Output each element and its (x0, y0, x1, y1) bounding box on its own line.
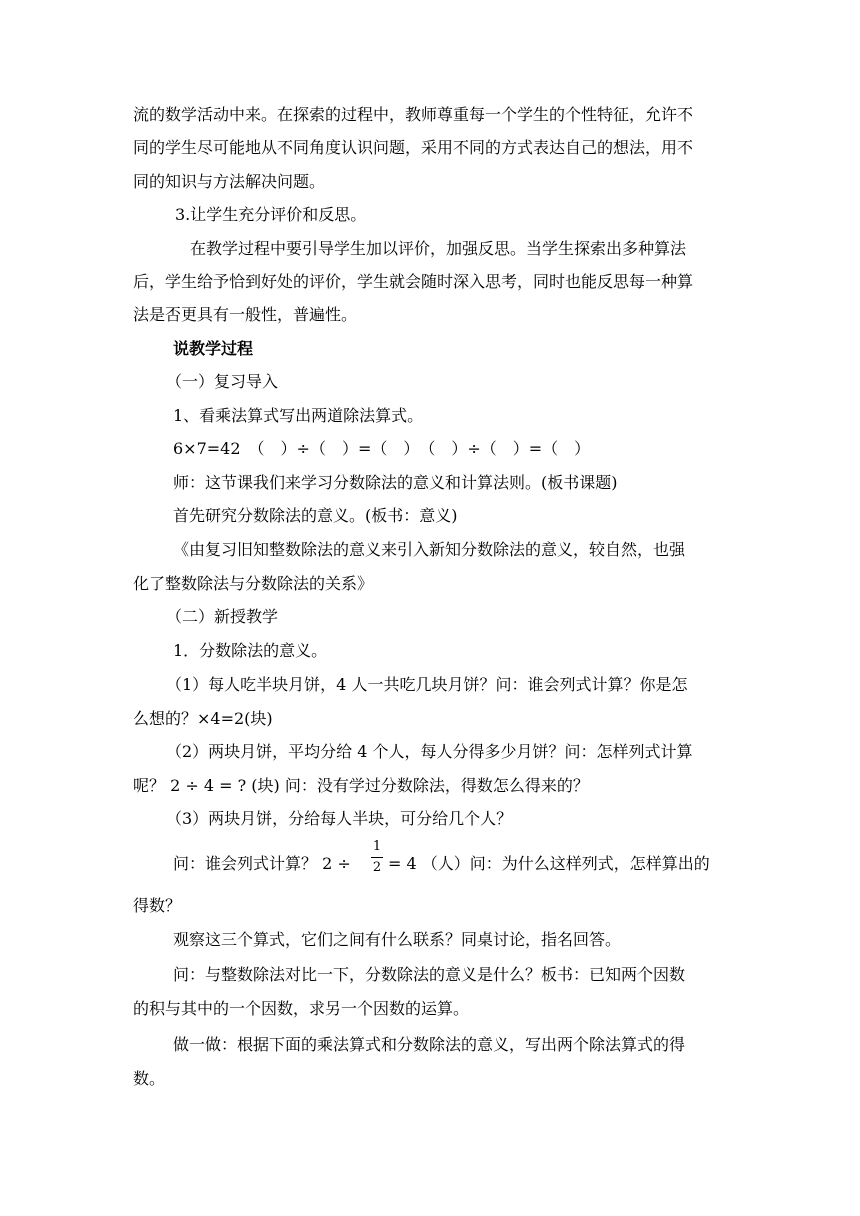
paragraph-line: 数。 (133, 1069, 166, 1088)
paragraph-line: = 4 （人）问：为什么这样列式，怎样算出的 (388, 854, 710, 873)
paragraph-line: 1、看乘法算式写出两道除法算式。 (173, 406, 424, 425)
paragraph-line: 做一做：根据下面的乘法算式和分数除法的意义，写出两个除法算式的得 (173, 1035, 686, 1054)
paragraph-line: 流的数学活动中来。在探索的过程中，教师尊重每一个学生的个性特征，允许不 (133, 105, 694, 124)
paragraph-line: 的积与其中的一个因数，求另一个因数的运算。 (133, 999, 470, 1018)
paragraph-line: 问：谁会列式计算？ 2 ÷ (173, 854, 351, 873)
subsection-heading: （一）复习导入 (166, 372, 279, 391)
paragraph-line: 师：这节课我们来学习分数除法的意义和计算法则。(板书课题) (173, 473, 618, 492)
paragraph-line: （3）两块月饼，分给每人半块，可分给几个人？ (166, 809, 513, 828)
paragraph-line: 化了整数除法与分数除法的关系》 (133, 574, 374, 593)
fraction-numerator: 1 (372, 839, 382, 854)
paragraph-line: 3.让学生充分评价和反思。 (175, 205, 367, 224)
paragraph-line: 呢？ 2 ÷ 4 = ? (块) 问：没有学过分数除法，得数怎么得来的？ (133, 776, 589, 795)
paragraph-line: 后，学生给予恰到好处的评价，学生就会随时深入思考，同时也能反思每一种算 (133, 272, 694, 291)
paragraph-line: 得数？ (133, 896, 182, 915)
paragraph-line: 问：与整数除法对比一下，分数除法的意义是什么？板书：已知两个因数 (173, 965, 686, 984)
paragraph-line: 么想的？×4=2(块) (133, 709, 273, 728)
paragraph-line: 1．分数除法的意义。 (173, 641, 328, 660)
fraction-bar (371, 857, 383, 858)
fraction-denominator: 2 (372, 860, 382, 875)
paragraph-line: 同的知识与方法解决问题。 (133, 172, 326, 191)
paragraph-line: 首先研究分数除法的意义。(板书：意义) (173, 506, 458, 525)
section-heading: 说教学过程 (173, 339, 254, 358)
paragraph-line: 在教学过程中要引导学生加以评价，加强反思。当学生探索出多种算法 (190, 239, 687, 258)
paragraph-line: 法是否更具有一般性，普遍性。 (133, 305, 358, 324)
paragraph-line: 观察这三个算式，它们之间有什么联系？同桌讨论，指名回答。 (173, 930, 622, 949)
paragraph-line: （2）两块月饼，平均分给 4 个人，每人分得多少月饼？问：怎样列式计算 (166, 742, 693, 761)
subsection-heading: （二）新授教学 (166, 607, 279, 626)
paragraph-line: （1）每人吃半块月饼，4 人一共吃几块月饼？问：谁会列式计算？你是怎 (166, 675, 688, 694)
equation-line: 6×7=42 （ ）÷（ ）=（ ） （ ）÷（ ）=（ ） (173, 439, 591, 458)
paragraph-line: 同的学生尽可能地从不同角度认识问题，采用不同的方式表达自己的想法，用不 (133, 138, 694, 157)
paragraph-line: 《由复习旧知整数除法的意义来引入新知分数除法的意义，较自然，也强 (173, 540, 686, 559)
